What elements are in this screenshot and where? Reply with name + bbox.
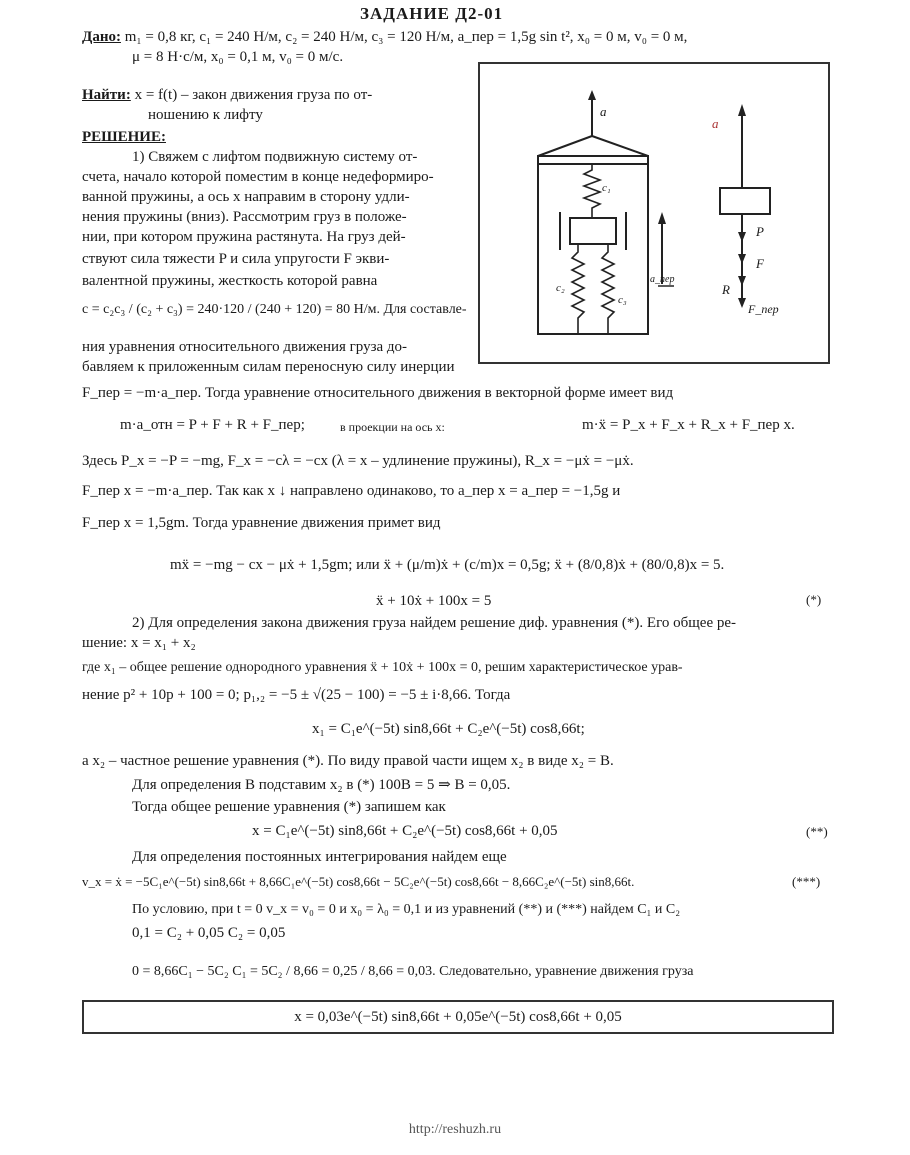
- eq-number: (*): [806, 592, 822, 607]
- part2-line: 2) Для определения закона движения груза найдем решение диф. уравнения (*). Его общее ре-: [132, 615, 736, 631]
- part2-line: x₁ = C₁e^(−5t) sin8,66t + C₂e^(−5t) cos8,66t;: [312, 721, 585, 737]
- part2-line: Тогда общее решение уравнения (*) запишем как: [132, 799, 446, 815]
- part2-line: v_x = ẋ = −5C₁e^(−5t) sin8,66t + 8,66C₁e^(−5t) cos8,66t − 5C₂e^(−5t) cos8,66t − 8,66C₂e^(−5t) sin8,66t.: [82, 874, 635, 889]
- fig-label-P: P: [756, 224, 764, 239]
- part2-line: а x₂ – частное решение уравнения (*). По виду правой части ищем x₂ в виде x₂ = B.: [82, 753, 614, 769]
- part2-line: Для определения постоянных интегрирования найдем еще: [132, 849, 507, 865]
- fig-label-R: R: [722, 282, 730, 297]
- page-title: ЗАДАНИЕ Д2-01: [360, 4, 504, 23]
- para-line: ванной пружины, а ось x направим в сторону удли-: [82, 189, 410, 205]
- find-label: Найти:: [82, 87, 131, 103]
- eq-line: m·a_отн = P + F + R + F_пер;: [120, 417, 305, 433]
- fig-label-F: F: [756, 256, 764, 271]
- para-line: ствуют сила тяжести P и сила упругости F экви-: [82, 251, 390, 267]
- answer-box: [82, 1000, 834, 1034]
- para-line: 1) Свяжем с лифтом подвижную систему от-: [132, 149, 418, 165]
- answer-text: x = 0,03e^(−5t) sin8,66t + 0,05e^(−5t) cos8,66t + 0,05: [294, 1009, 622, 1025]
- figure-box: [478, 62, 830, 364]
- part2-line: шение: x = x₁ + x₂: [82, 635, 196, 651]
- eq-number: (**): [806, 824, 828, 839]
- part2-line: где x₁ – общее решение однородного уравнения ẍ + 10ẋ + 100x = 0, решим характеристическое урав-: [82, 660, 683, 675]
- given-label: Дано:: [82, 29, 121, 45]
- solution-label: РЕШЕНИЕ:: [82, 129, 166, 145]
- eq-line: m·ẍ = P_x + F_x + R_x + F_пер x.: [582, 417, 795, 433]
- fig-label-Fper: F_пер: [748, 302, 779, 316]
- eq-line: в проекции на ось x:: [340, 420, 445, 434]
- para-line: ния уравнения относительного движения груза до-: [82, 339, 408, 355]
- eq-line: mẍ = −mg − cx − μẋ + 1,5gm; или ẍ + (μ/m)ẋ + (c/m)x = 0,5g; ẍ + (8/0,8)ẋ + (80/0,8)x = 5.: [170, 557, 725, 573]
- para-line: счета, начало которой поместим в конце недеформиро-: [82, 169, 434, 185]
- fig-label-c2: c₂: [556, 282, 565, 294]
- eq-line: F_пер x = −m·a_пер. Так как x ↓ направлено одинаково, то a_пер x = a_пер = −1,5g и: [82, 483, 621, 499]
- fig-label-a2: a: [712, 116, 719, 131]
- fig-label-a: a: [600, 104, 607, 119]
- part2-line: 0,1 = C₂ + 0,05 C₂ = 0,05: [132, 925, 286, 941]
- find-text-1: x = f(t) – закон движения груза по от-: [134, 87, 373, 103]
- para-line: бавляем к приложенным силам переносную силу инерции: [82, 359, 455, 375]
- part2-line: 0 = 8,66C₁ − 5C₂ C₁ = 5C₂ / 8,66 = 0,25 / 8,66 = 0,03. Следовательно, уравнение движения груза: [132, 964, 694, 979]
- eq-number: (***): [792, 874, 821, 889]
- footer-url[interactable]: http://reshuzh.ru: [408, 1122, 502, 1137]
- eq-line: ẍ + 10ẋ + 100x = 5: [376, 593, 492, 609]
- part2-line: x = C₁e^(−5t) sin8,66t + C₂e^(−5t) cos8,66t + 0,05: [252, 823, 558, 839]
- eq-line: F_пер x = 1,5gm. Тогда уравнение движения примет вид: [82, 515, 441, 531]
- given-line-1: [82, 28, 687, 47]
- given-text-1: m₁ = 0,8 кг, c₁ = 240 Н/м, c₂ = 240 Н/м, c₃ = 120 Н/м, a_пер = 1,5g sin t², x₀ = 0 м, v₀ = 0 м,: [124, 29, 688, 45]
- part2-line: Для определения B подставим x₂ в (*) 100B = 5 ⇒ B = 0,05.: [132, 777, 511, 793]
- given-text-2: μ = 8 Н·с/м, x₀ = 0,1 м, v₀ = 0 м/с.: [132, 49, 344, 65]
- para-line: c = c₂c₃ / (c₂ + c₃) = 240·120 / (240 + 120) = 80 Н/м. Для составле-: [82, 302, 467, 317]
- fig-label-c3: c₃: [618, 294, 627, 306]
- part2-line: нение p² + 10p + 100 = 0; p₁,₂ = −5 ± √(25 − 100) = −5 ± i·8,66. Тогда: [82, 687, 511, 703]
- eq-line: F_пер = −m·a_пер. Тогда уравнение относительного движения в векторной форме имеет вид: [82, 385, 674, 401]
- find-text-2: ношению к лифту: [148, 107, 263, 123]
- eq-line: Здесь P_x = −P = −mg, F_x = −cλ = −cx (λ = x – удлинение пружины), R_x = −μẋ = −μẋ.: [82, 453, 634, 469]
- para-line: валентной пружины, жесткость которой равна: [82, 273, 378, 289]
- elevator-diagram: [480, 64, 828, 362]
- find-line-1: [82, 86, 372, 105]
- para-line: нии, при котором пружина растянута. На груз дей-: [82, 229, 406, 245]
- para-line: нения пружины (вниз). Рассмотрим груз в положе-: [82, 209, 407, 225]
- fig-label-a-per: a_пер: [650, 274, 675, 285]
- part2-line: По условию, при t = 0 v_x = v₀ = 0 и x₀ = λ₀ = 0,1 и из уравнений (**) и (***) найдем C₁ и C₂: [132, 902, 681, 917]
- fig-label-c1: c₁: [602, 182, 611, 194]
